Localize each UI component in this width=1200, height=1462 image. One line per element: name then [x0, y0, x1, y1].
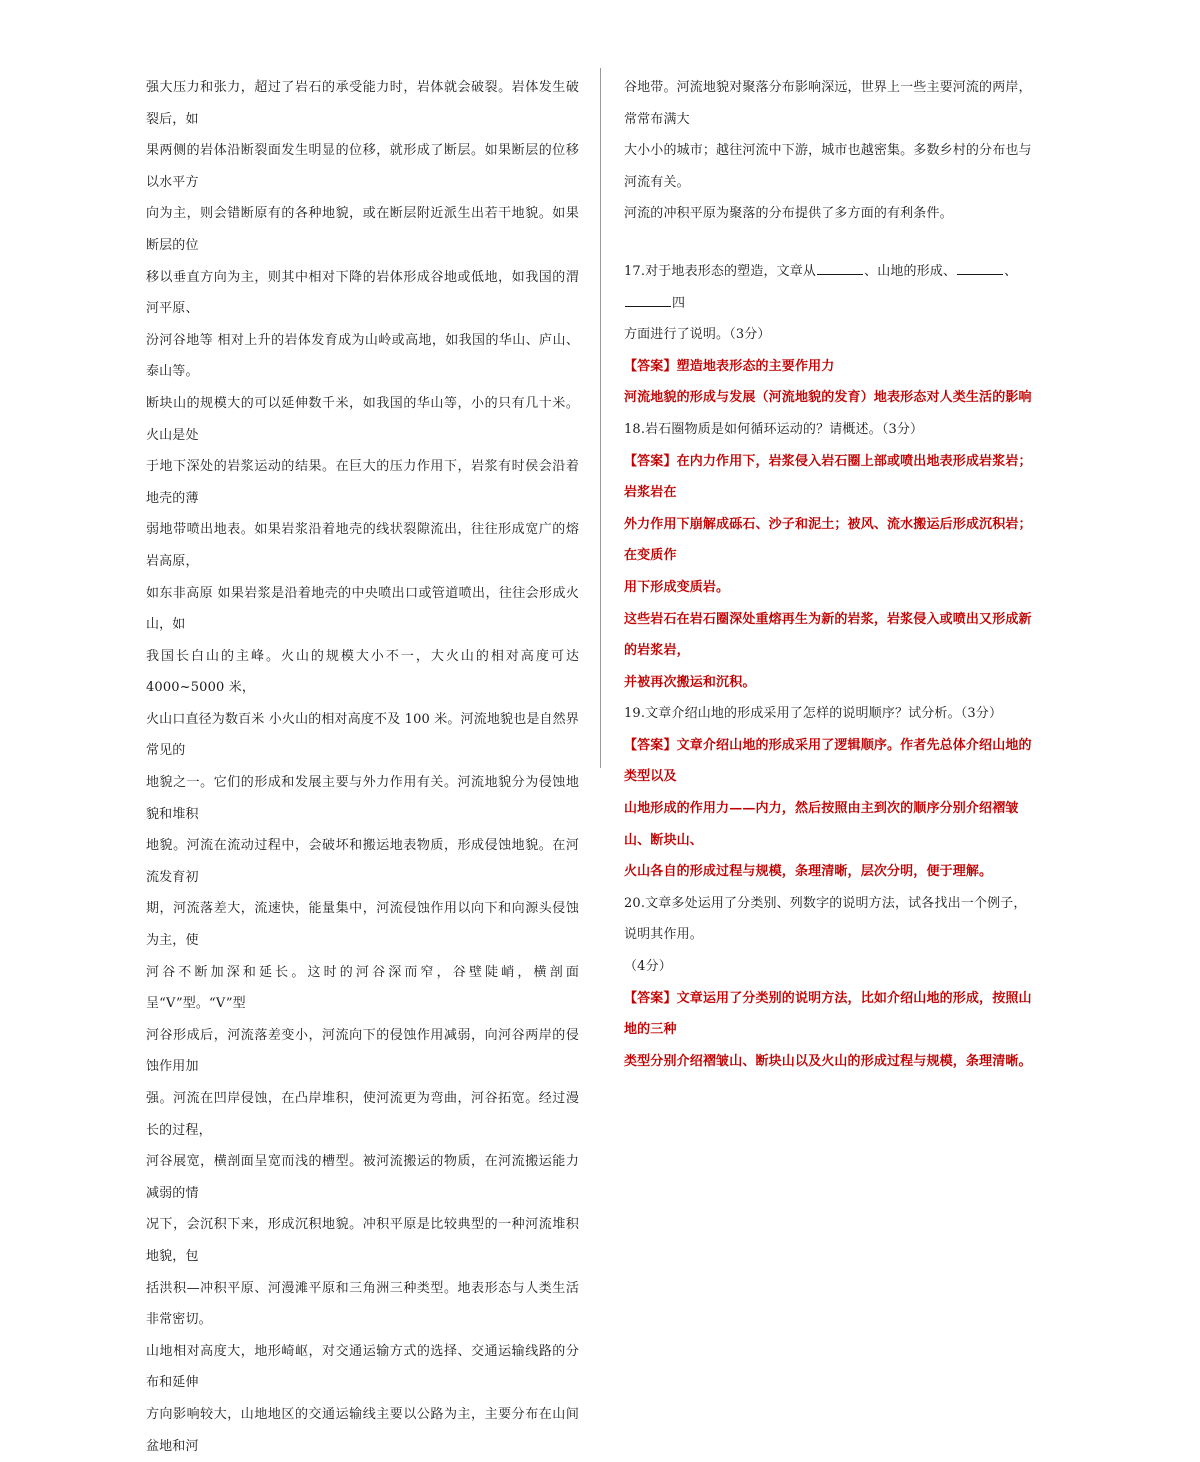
answer-20: 【答案】文章运用了分类别的说明方法，比如介绍山地的形成，按照山地的三种 [624, 990, 1032, 1038]
answer-17: 河流地貌的形成与发展（河流地貌的发育）地表形态对人类生活的影响 [624, 390, 1032, 406]
text-line: 火山口直径为数百米 小火山的相对高度不及 100 米。河流地貌也是自然界常见的 [146, 711, 579, 759]
answer-19: 火山各自的形成过程与规模，条理清晰，层次分明，便于理解。 [624, 864, 993, 880]
question-20: （4分） [624, 959, 672, 975]
text-line: 如东非高原 如果岩浆是沿着地壳的中央喷出口或管道喷出，往往会形成火山，如 [146, 585, 579, 633]
question-18: 18.岩石圈物质是如何循环运动的？请概述。（3分） [624, 421, 924, 437]
answer-18: 【答案】在内力作用下，岩浆侵入岩石圈上部或喷出地表形成岩浆岩；岩浆岩在 [624, 453, 1032, 501]
text-line: 于地下深处的岩浆运动的结果。在巨大的压力作用下，岩浆有时侯会沿着地壳的薄 [146, 459, 579, 506]
question-19: 19.文章介绍山地的形成采用了怎样的说明顺序？试分析。（3分） [624, 706, 1003, 722]
answer-blank [817, 262, 863, 275]
text-line: 方向影响较大，山地地区的交通运输线主要以公路为主，主要分布在山间盆地和河 [146, 1406, 579, 1454]
question-20: 20.文章多处运用了分类别、列数字的说明方法，试各找出一个例子，说明其作用。 [624, 895, 1027, 943]
question-text: 四 [672, 295, 686, 311]
text-line: 断块山的规模大的可以延伸数千米，如我国的华山等，小的只有几十米。火山是处 [146, 395, 579, 443]
answer-18: 并被再次搬运和沉积。 [624, 674, 756, 690]
text-line: 弱地带喷出地表。如果岩浆沿着地壳的线状裂隙流出，往往形成宽广的熔岩高原， [146, 522, 579, 569]
text-line: 地貌。河流在流动过程中，会破坏和搬运地表物质，形成侵蚀地貌。在河流发育初 [146, 838, 579, 885]
text-line: 括洪积—冲积平原、河漫滩平原和三角洲三种类型。地表形态与人类生活非常密切。 [146, 1280, 579, 1328]
text-line: 我国长白山的主峰。火山的规模大小不一，大火山的相对高度可达 4000~5000 米， [146, 648, 579, 696]
left-column [146, 72, 579, 1462]
text-line: 汾河谷地等 相对上升的岩体发育成为山岭或高地，如我国的华山、庐山、泰山等。 [146, 332, 579, 380]
text-line: 河谷形成后，河流落差变小，河流向下的侵蚀作用减弱，向河谷两岸的侵蚀作用加 [146, 1027, 579, 1075]
text-line: 向为主，则会错断原有的各种地貌，或在断层附近派生出若干地貌。如果断层的位 [146, 206, 579, 253]
answer-blank [957, 262, 1003, 275]
question-17 [624, 256, 1032, 319]
text-line: 地貌之一。它们的形成和发展主要与外力作用有关。河流地貌分为侵蚀地貌和堆积 [146, 775, 579, 822]
answer-19: 山地形成的作用力——内力，然后按照由主到次的顺序分别介绍褶皱山、断块山、 [624, 801, 1019, 848]
text-line: 谷地带。河流地貌对聚落分布影响深远，世界上一些主要河流的两岸，常常布满大 [624, 80, 1032, 127]
question-text: 17.对于地表形态的塑造，文章从 [624, 263, 817, 279]
text-line: 期，河流落差大，流速快，能量集中，河流侵蚀作用以向下和向源头侵蚀为主，使 [146, 901, 579, 949]
text-line: 强。河流在凹岸侵蚀，在凸岸堆积，使河流更为弯曲，河谷拓宽。经过漫长的过程， [146, 1091, 579, 1138]
question-text: 、 [1004, 263, 1018, 279]
spacer [624, 230, 1032, 256]
text-line: 河流的冲积平原为聚落的分布提供了多方面的有利条件。 [624, 206, 953, 222]
answer-19: 【答案】文章介绍山地的形成采用了逻辑顺序。作者先总体介绍山地的类型以及 [624, 737, 1032, 785]
column-divider [600, 68, 601, 768]
text-line: 大小小的城市；越往河流中下游，城市也越密集。多数乡村的分布也与河流有关。 [624, 143, 1032, 190]
answer-18: 这些岩石在岩石圈深处重熔再生为新的岩浆，岩浆侵入或喷出又形成新的岩浆岩， [624, 611, 1032, 659]
right-column [624, 72, 1032, 1077]
answer-blank [625, 294, 671, 307]
answer-18: 用下形成变质岩。 [624, 579, 730, 595]
text-line: 山地相对高度大，地形崎岖，对交通运输方式的选择、交通运输线路的分布和延伸 [146, 1343, 579, 1391]
text-line: 果两侧的岩体沿断裂面发生明显的位移，就形成了断层。如果断层的位移以水平方 [146, 143, 579, 190]
answer-18: 外力作用下崩解成砾石、沙子和泥土；被风、流水搬运后形成沉积岩；在变质作 [624, 516, 1032, 564]
text-line: 强大压力和张力，超过了岩石的承受能力时，岩体就会破裂。岩体发生破裂后，如 [146, 80, 579, 127]
question-17-line2: 方面进行了说明。（3分） [624, 327, 771, 343]
question-text: 、山地的形成、 [864, 263, 957, 279]
answer-17: 【答案】塑造地表形态的主要作用力 [624, 358, 835, 374]
text-line: 况下，会沉积下来，形成沉积地貌。冲积平原是比较典型的一种河流堆积地貌，包 [146, 1217, 579, 1264]
text-line: 河谷展宽，横剖面呈宽而浅的槽型。被河流搬运的物质，在河流搬运能力减弱的情 [146, 1154, 579, 1201]
text-line: 河谷不断加深和延长。这时的河谷深而窄，谷壁陡峭，横剖面呈“V”型。“V”型 [146, 964, 579, 1012]
answer-20: 类型分别介绍褶皱山、断块山以及火山的形成过程与规模，条理清晰。 [624, 1053, 1032, 1069]
text-line: 移以垂直方向为主，则其中相对下降的岩体形成谷地或低地，如我国的渭河平原、 [146, 269, 579, 317]
